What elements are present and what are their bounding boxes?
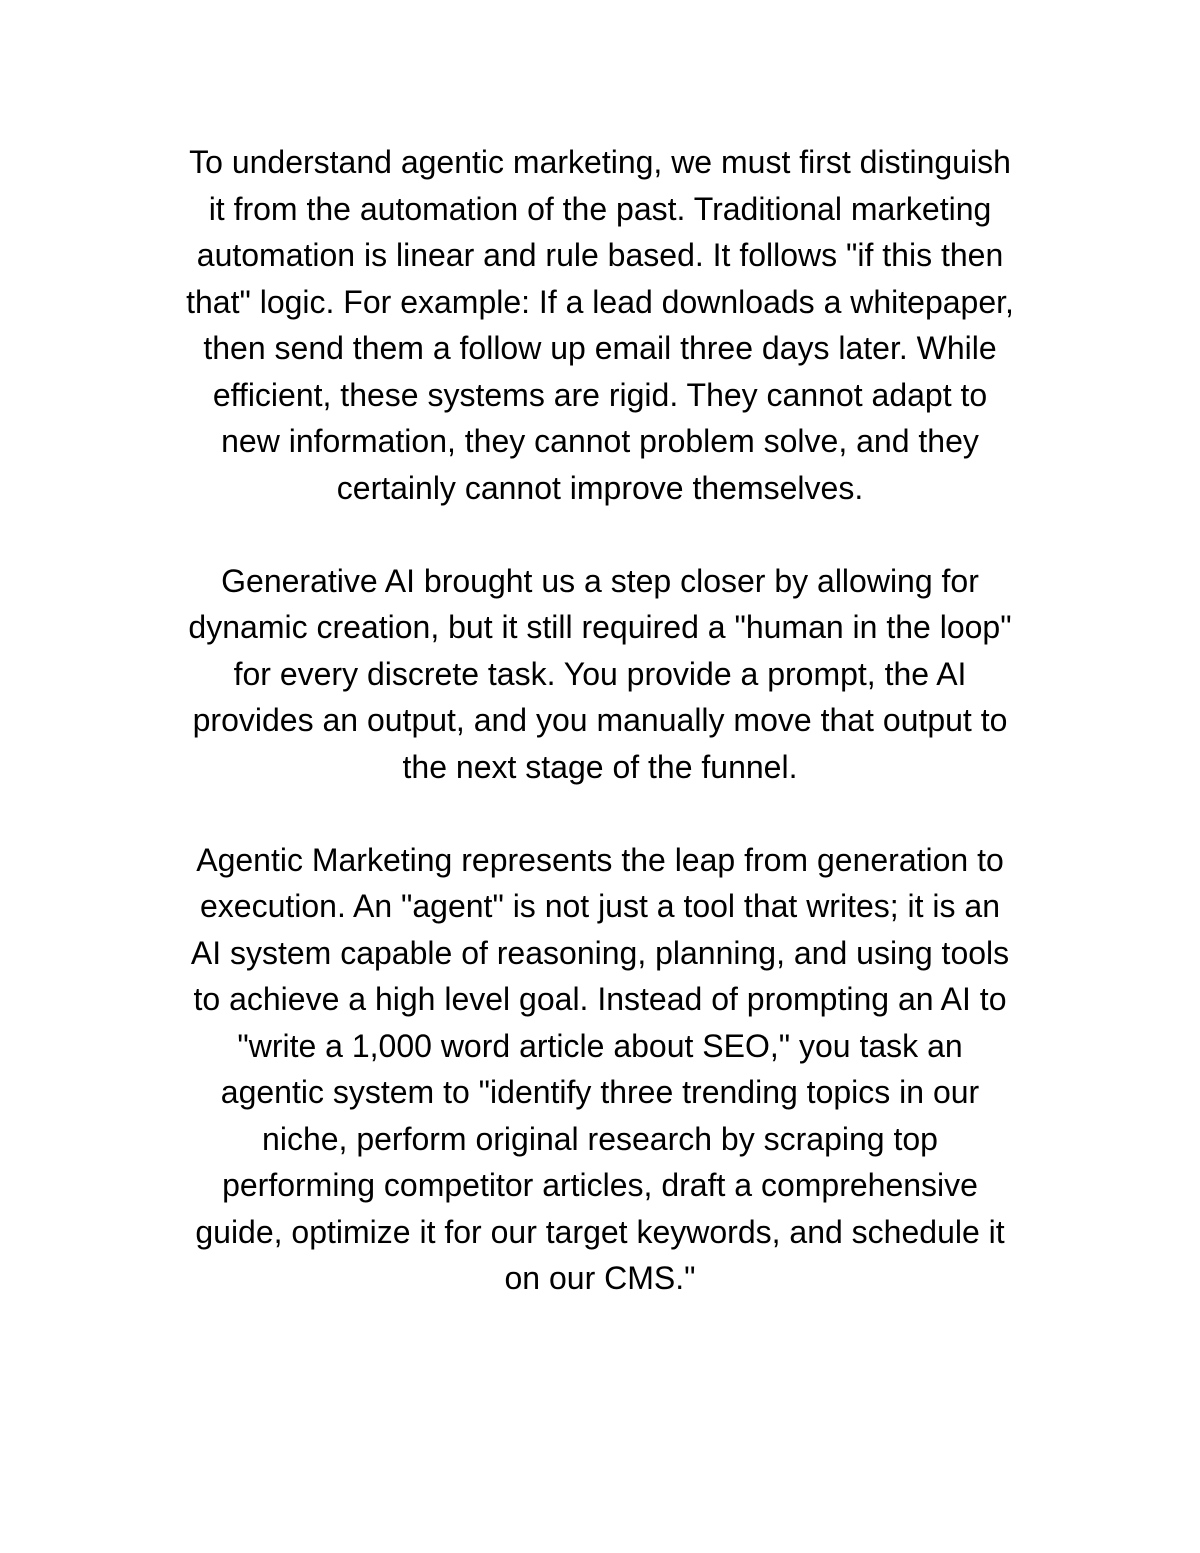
text-line: for every discrete task. You provide a prompt, the AI	[233, 655, 967, 692]
text-line: certainly cannot improve themselves.	[336, 469, 864, 506]
paragraph-1	[130, 139, 1070, 511]
text-line: guide, optimize it for our target keywords, and schedule it	[195, 1213, 1005, 1250]
text-line: AI system capable of reasoning, planning, and using tools	[190, 934, 1010, 971]
paragraph-spacer	[130, 790, 1070, 837]
text-line: automation is linear and rule based. It follows "if this then	[196, 237, 1004, 273]
text-line: to achieve a high level goal. Instead of prompting an AI to	[193, 981, 1007, 1017]
text-line: performing competitor articles, draft a comprehensive	[222, 1167, 978, 1203]
text-line: Agentic Marketing represents the leap from generation to	[196, 841, 1004, 878]
text-line: that" logic. For example: If a lead downloads a whitepaper,	[186, 283, 1014, 320]
text-line: Generative AI brought us a step closer by allowing for	[221, 562, 979, 599]
text-line: dynamic creation, but it still required a "human in the loop"	[188, 609, 1012, 645]
text-line: it from the automation of the past. Traditional marketing	[208, 190, 992, 227]
paragraph-2	[130, 558, 1070, 791]
text-line: the next stage of the funnel.	[402, 748, 798, 785]
text-line: provides an output, and you manually move that output to	[192, 702, 1008, 738]
text-line: niche, perform original research by scraping top	[262, 1120, 938, 1157]
text-line: agentic system to "identify three trending topics in our	[220, 1074, 980, 1110]
document-body	[130, 139, 1070, 1302]
text-line: then send them a follow up email three days later. While	[203, 330, 997, 366]
text-line: new information, they cannot problem solve, and they	[221, 423, 979, 459]
paragraph-3	[130, 837, 1070, 1302]
text-line: To understand agentic marketing, we must first distinguish	[189, 144, 1011, 180]
paragraph-spacer	[130, 511, 1070, 558]
text-line: "write a 1,000 word article about SEO," you task an	[237, 1027, 963, 1064]
text-line: execution. An "agent" is not just a tool that writes; it is an	[199, 888, 1001, 924]
text-line: efficient, these systems are rigid. They cannot adapt to	[212, 376, 988, 413]
text-line: on our CMS."	[504, 1260, 696, 1296]
